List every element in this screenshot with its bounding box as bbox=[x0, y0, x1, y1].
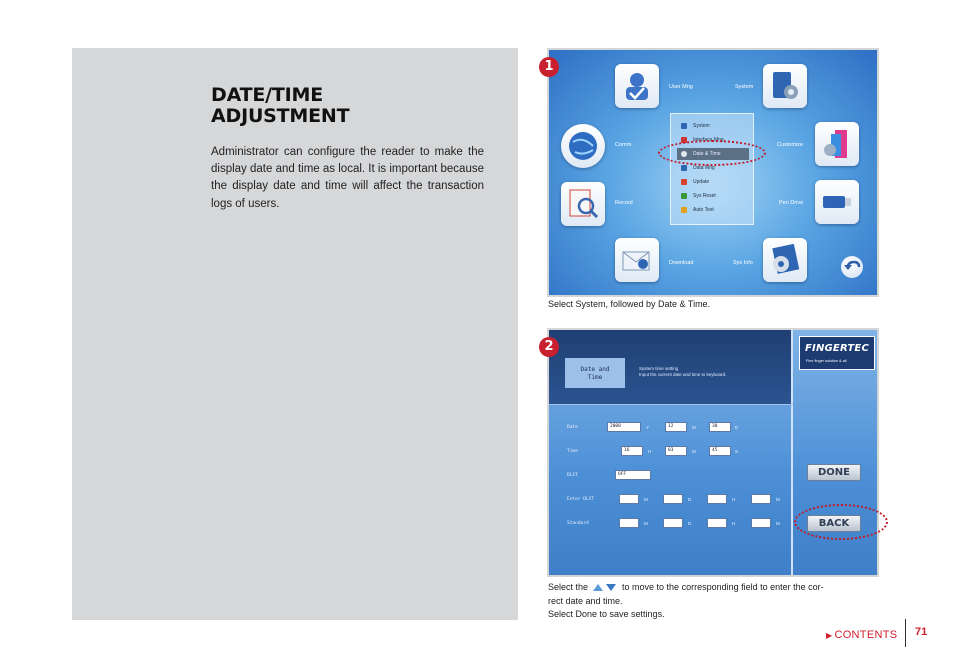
contents-link[interactable] bbox=[826, 629, 897, 641]
time-minute-field[interactable]: 03 bbox=[665, 446, 687, 456]
customize-label: Customize bbox=[777, 142, 803, 148]
time-hour-field[interactable]: 16 bbox=[621, 446, 643, 456]
submenu-label-date-time: Date & Time bbox=[693, 151, 721, 157]
test-small-icon bbox=[681, 207, 687, 213]
standard-hour-unit: H bbox=[732, 521, 736, 526]
submenu-item-auto-test[interactable] bbox=[681, 204, 751, 216]
standard-month-unit: M bbox=[644, 521, 648, 526]
done-button[interactable]: DONE bbox=[807, 464, 861, 481]
user-mng-label: User Mng bbox=[669, 84, 693, 90]
record-tile bbox=[561, 182, 605, 226]
enter-dlst-hour-field[interactable] bbox=[707, 494, 727, 504]
submenu-item-system[interactable] bbox=[681, 120, 751, 132]
hour-unit: H bbox=[648, 449, 652, 454]
customize-tile bbox=[815, 122, 859, 166]
submenu-label-auto-test: Auto Test bbox=[693, 207, 714, 213]
pen-drive-tile bbox=[815, 180, 859, 224]
system-submenu bbox=[670, 113, 754, 225]
comm-tile bbox=[561, 124, 605, 168]
reset-small-icon bbox=[681, 193, 687, 199]
content-panel bbox=[72, 48, 518, 620]
download-label: Download bbox=[669, 260, 694, 266]
date-year-field[interactable]: 2008 bbox=[607, 422, 641, 432]
enter-dlst-label: Enter DLST bbox=[567, 497, 595, 502]
update-small-icon bbox=[681, 179, 687, 185]
time-second-field[interactable]: 45 bbox=[709, 446, 731, 456]
enter-day-unit: D bbox=[688, 497, 692, 502]
step-2-badge: 2 bbox=[539, 337, 559, 357]
standard-hour-field[interactable] bbox=[707, 518, 727, 528]
settings-info bbox=[639, 366, 726, 378]
date-time-screenshot bbox=[547, 328, 879, 577]
enter-month-unit: M bbox=[644, 497, 648, 502]
section-body: Administrator can configure the reader to make the display date and time as local. It is important because the display date and time will affect the transaction logs of users. bbox=[211, 146, 484, 210]
time-label: Time bbox=[567, 449, 578, 454]
standard-label: Standard bbox=[567, 521, 589, 526]
section-title bbox=[211, 85, 349, 127]
download-icon bbox=[621, 244, 653, 276]
caption-suffix: to move to the corresponding field to enter the cor- bbox=[622, 582, 824, 592]
pen-drive-label: Pen Drive bbox=[779, 200, 804, 206]
dlst-label: DLST bbox=[567, 473, 578, 478]
enter-hour-unit: H bbox=[732, 497, 736, 502]
title-line-2: ADJUSTMENT bbox=[211, 105, 350, 127]
caption-line-1 bbox=[548, 581, 874, 595]
standard-minute-field[interactable] bbox=[751, 518, 771, 528]
up-down-arrows-icon bbox=[592, 583, 618, 592]
enter-minute-unit: M bbox=[776, 497, 780, 502]
system-label: System bbox=[735, 84, 754, 90]
date-month-field[interactable]: 12 bbox=[665, 422, 687, 432]
settings-form bbox=[549, 404, 793, 575]
enter-dlst-day-field[interactable] bbox=[663, 494, 683, 504]
globe-icon bbox=[567, 130, 599, 162]
enter-dlst-month-field[interactable] bbox=[619, 494, 639, 504]
caption-prefix: Select the bbox=[548, 582, 589, 592]
dlst-field[interactable]: OFF bbox=[615, 470, 651, 480]
sys-info-label: Sys Info bbox=[733, 260, 753, 266]
settings-title bbox=[565, 358, 625, 388]
step-2-caption bbox=[548, 581, 874, 622]
sys-info-icon bbox=[769, 244, 801, 276]
return-button[interactable] bbox=[841, 256, 863, 278]
step-1-badge: 1 bbox=[539, 57, 559, 77]
highlight-date-time bbox=[658, 140, 766, 166]
sys-info-tile bbox=[763, 238, 807, 282]
record-icon bbox=[567, 188, 599, 220]
settings-info-line-1: System time setting bbox=[639, 366, 679, 371]
return-arrow-icon bbox=[841, 256, 863, 278]
footer-divider bbox=[905, 619, 906, 647]
settings-title-line-2: Time bbox=[587, 374, 603, 381]
date-day-field[interactable]: 30 bbox=[709, 422, 731, 432]
enter-dlst-minute-field[interactable] bbox=[751, 494, 771, 504]
fingertec-logo bbox=[799, 336, 875, 370]
day-unit: D bbox=[735, 425, 739, 430]
submenu-label-update: Update bbox=[693, 179, 710, 185]
standard-month-field[interactable] bbox=[619, 518, 639, 528]
minute-unit: M bbox=[692, 449, 696, 454]
page-number: 71 bbox=[915, 626, 928, 638]
settings-header bbox=[549, 330, 793, 404]
contents-label: CONTENTS bbox=[834, 629, 898, 641]
system-tile bbox=[763, 64, 807, 108]
standard-minute-unit: M bbox=[776, 521, 780, 526]
title-line-1: DATE/TIME bbox=[211, 84, 323, 106]
standard-day-unit: D bbox=[688, 521, 692, 526]
date-label: Date bbox=[567, 425, 578, 430]
submenu-label-data-mng: Data Mng bbox=[693, 165, 715, 171]
submenu-label-system: System bbox=[693, 123, 710, 129]
logo-tagline: Fine finger solution & all bbox=[806, 359, 847, 363]
system-icon bbox=[769, 70, 801, 102]
user-mng-tile bbox=[615, 64, 659, 108]
customize-icon bbox=[821, 128, 853, 160]
comm-label: Comm. bbox=[615, 142, 633, 148]
back-button[interactable]: BACK bbox=[807, 515, 861, 532]
year-unit: Y bbox=[646, 425, 650, 430]
step-1-caption: Select System, followed by Date & Time. bbox=[548, 299, 711, 309]
caption-line-2: rect date and time. bbox=[548, 595, 623, 606]
record-label: Record bbox=[615, 200, 633, 206]
logo-wordmark: FINGERTEC bbox=[805, 343, 870, 354]
submenu-label-sys-reset: Sys Reset bbox=[693, 193, 716, 199]
standard-day-field[interactable] bbox=[663, 518, 683, 528]
download-tile bbox=[615, 238, 659, 282]
second-unit: S bbox=[735, 449, 739, 454]
caret-right-icon: ▶ bbox=[826, 631, 833, 640]
pen-drive-icon bbox=[821, 186, 853, 218]
submenu-label-interface: Interface Mng bbox=[693, 137, 724, 143]
submenu-item-sys-reset[interactable] bbox=[681, 190, 751, 202]
month-unit: M bbox=[692, 425, 696, 430]
caption-line-3: Select Done to save settings. bbox=[548, 609, 665, 619]
user-mng-icon bbox=[621, 70, 653, 102]
data-small-icon bbox=[681, 165, 687, 171]
settings-title-line-1: Date and bbox=[580, 366, 610, 373]
submenu-item-update[interactable] bbox=[681, 176, 751, 188]
system-small-icon bbox=[681, 123, 687, 129]
highlight-back-button bbox=[794, 504, 888, 540]
settings-info-line-2: Input the current date and time to keyboard. bbox=[639, 372, 727, 377]
main-menu-screenshot bbox=[547, 48, 879, 297]
